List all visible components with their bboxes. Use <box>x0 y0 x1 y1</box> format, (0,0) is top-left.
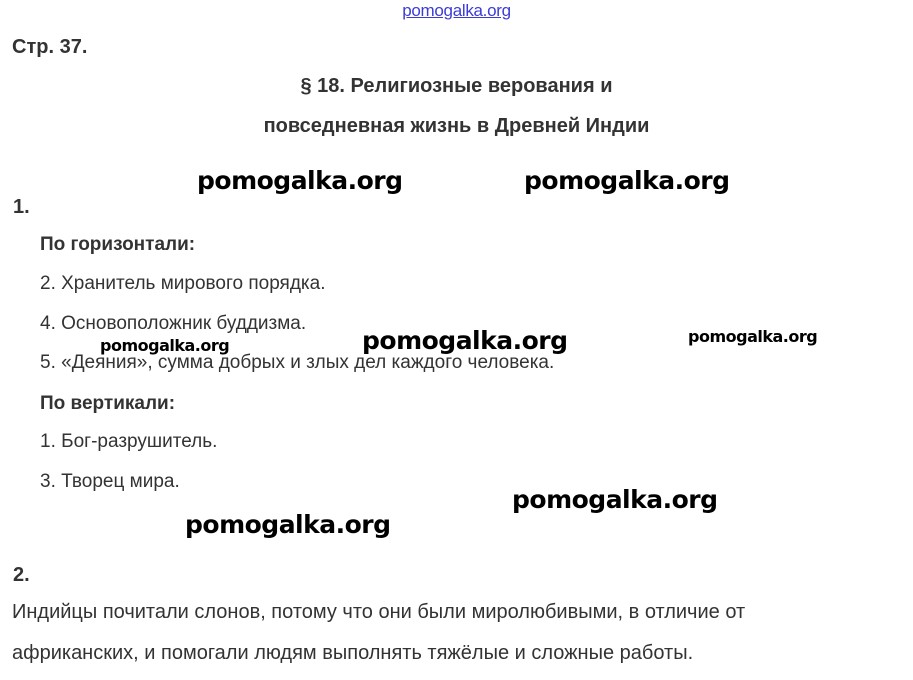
horizontal-item: 4. Основоположник буддизма. <box>40 313 307 334</box>
watermark: pomogalka.org <box>512 485 718 514</box>
task-number-1: 1. <box>13 196 30 218</box>
horizontal-item: 5. «Деяния», сумма добрых и злых дел каждого человека. <box>40 352 555 373</box>
answer-paragraph-line-2: африканских, и помогали людям выполнять тяжёлые и сложные работы. <box>12 642 694 664</box>
site-link[interactable]: pomogalka.org <box>402 1 511 20</box>
horizontal-item: 2. Хранитель мирового порядка. <box>40 273 326 294</box>
watermark: pomogalka.org <box>197 166 403 195</box>
answer-paragraph-line-1: Индийцы почитали слонов, потому что они были миролюбивыми, в отличие от <box>12 601 746 623</box>
page-reference: Стр. 37. <box>12 36 88 58</box>
vertical-item: 1. Бог-разрушитель. <box>40 431 218 452</box>
section-title-line-1: § 18. Религиозные верования и <box>300 75 613 97</box>
task-number-2: 2. <box>13 564 30 586</box>
watermark: pomogalka.org <box>100 336 230 355</box>
watermark: pomogalka.org <box>362 326 568 355</box>
vertical-item: 3. Творец мира. <box>40 471 180 492</box>
horizontal-heading: По горизонтали: <box>40 234 196 255</box>
section-title-line-2: повседневная жизнь в Древней Индии <box>263 115 650 137</box>
vertical-heading: По вертикали: <box>40 393 176 414</box>
watermark: pomogalka.org <box>524 166 730 195</box>
watermark: pomogalka.org <box>688 327 818 346</box>
watermark: pomogalka.org <box>185 510 391 539</box>
